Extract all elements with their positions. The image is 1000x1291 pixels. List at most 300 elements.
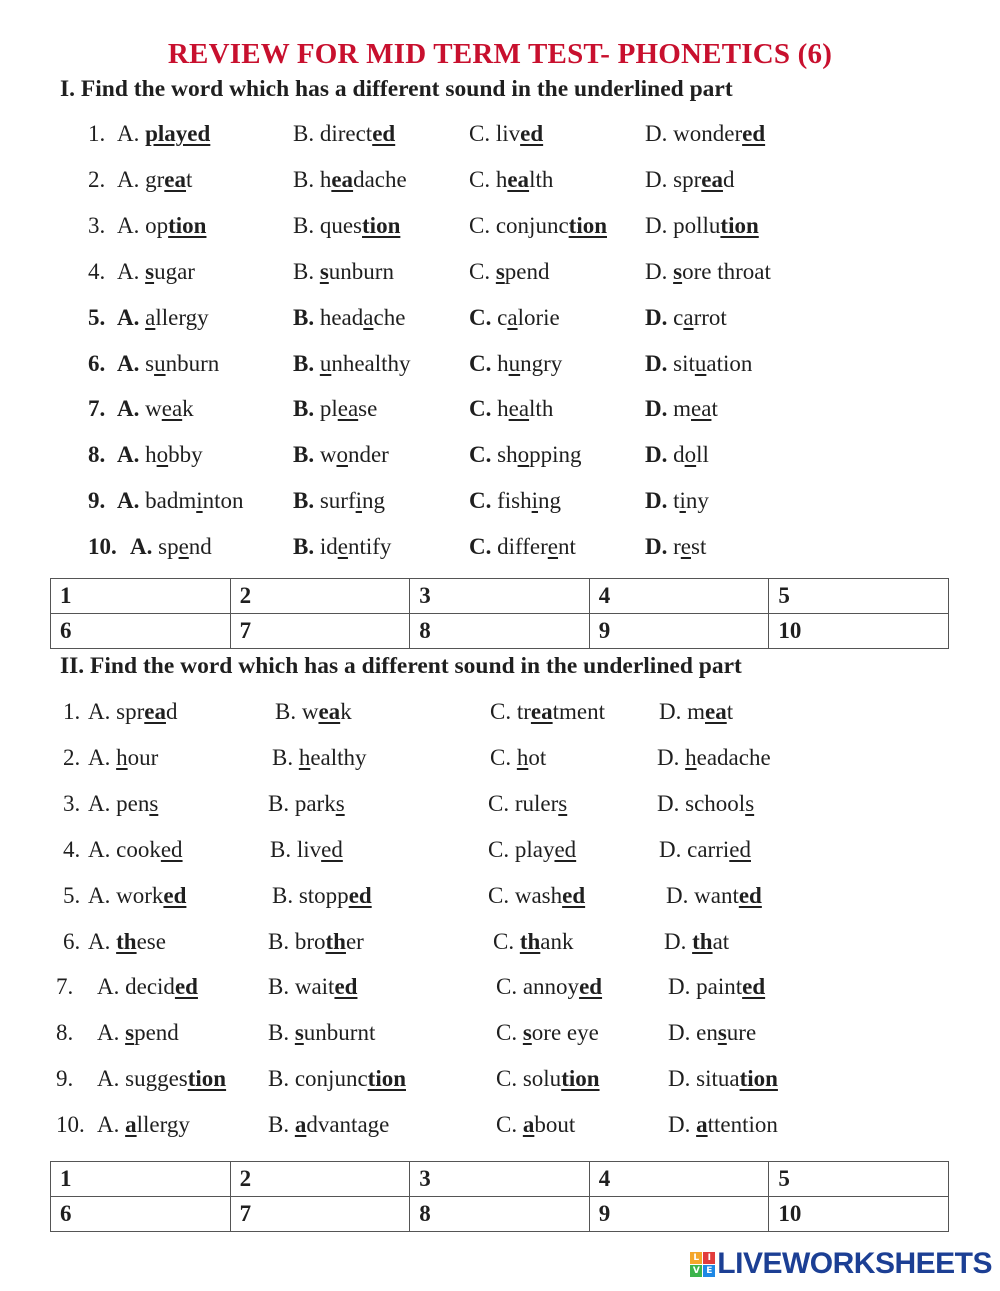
option-letter: B. xyxy=(293,488,315,514)
underlined-part: s xyxy=(558,790,568,816)
underlined-part: o xyxy=(684,442,697,468)
word-suffix: ealthy xyxy=(310,744,367,770)
word-suffix: rrot xyxy=(693,304,727,330)
underlined-part: o xyxy=(156,442,169,468)
word-suffix: ation xyxy=(706,350,753,376)
option-letter: B. xyxy=(272,882,294,908)
word-suffix: eadache xyxy=(696,744,771,770)
underlined-part: o xyxy=(336,442,348,468)
word-suffix: ll xyxy=(696,442,709,468)
word-prefix: tr xyxy=(516,699,531,724)
word-suffix: ttention xyxy=(707,1112,778,1138)
word-prefix: head xyxy=(319,304,364,330)
option-letter: C. xyxy=(488,882,510,908)
underlined-part: i xyxy=(196,488,203,514)
option-letter: D. xyxy=(668,1112,691,1138)
option-letter: D. xyxy=(645,396,668,422)
underlined-part: a xyxy=(683,304,694,330)
word-suffix: k xyxy=(340,699,352,724)
word-prefix: wonder xyxy=(673,121,743,146)
option-letter: C. xyxy=(469,396,492,422)
option-b xyxy=(275,699,352,725)
word-prefix: want xyxy=(694,882,739,908)
option-b xyxy=(272,883,372,909)
underlined-part: tion xyxy=(168,212,207,238)
word-prefix: s xyxy=(145,350,155,376)
answer-cell[interactable]: 5 xyxy=(769,579,949,614)
option-d xyxy=(645,213,759,239)
underlined-part: th xyxy=(116,928,137,954)
underlined-part: s xyxy=(125,1020,135,1046)
answer-cell[interactable]: 10 xyxy=(769,1197,949,1232)
word-suffix: t xyxy=(186,166,193,192)
underlined-part: ea xyxy=(507,166,530,192)
option-c xyxy=(490,745,546,771)
underlined-part: ed xyxy=(163,882,187,908)
section1-answer-grid xyxy=(50,578,949,649)
answer-cell[interactable]: 7 xyxy=(230,1197,410,1232)
option-letter: A. xyxy=(88,882,111,908)
word-suffix: ntify xyxy=(347,534,392,560)
underlined-part: a xyxy=(363,304,374,330)
answer-cell[interactable]: 6 xyxy=(51,614,231,649)
word-suffix: pend xyxy=(504,258,550,284)
section2-heading: II. Find the word which has a different sound in the underlined part xyxy=(60,653,742,679)
word-suffix: at xyxy=(712,928,730,954)
option-letter: B. xyxy=(293,258,315,284)
option-c xyxy=(488,883,585,909)
option-letter: D. xyxy=(645,212,668,238)
word-suffix: unburnt xyxy=(303,1020,376,1046)
answer-grid-row xyxy=(51,1197,949,1232)
option-c xyxy=(488,791,567,817)
option-letter: B. xyxy=(293,212,315,238)
underlined-part: tion xyxy=(561,1066,600,1092)
underlined-part: tion xyxy=(362,212,401,238)
page-title: REVIEW FOR MID TERM TEST- PHONETICS (6) xyxy=(167,38,833,70)
option-letter: C. xyxy=(496,1066,518,1092)
word-suffix: ure xyxy=(726,1020,757,1046)
option-letter: B. xyxy=(293,121,315,146)
option-letter: C. xyxy=(488,790,510,816)
option-letter: B. xyxy=(293,396,315,422)
answer-cell[interactable]: 10 xyxy=(769,614,949,649)
word-prefix: pollu xyxy=(673,212,721,238)
word-prefix: gr xyxy=(145,166,165,192)
option-a xyxy=(88,791,158,817)
option-d xyxy=(645,167,734,193)
option-a xyxy=(97,1112,190,1138)
option-b xyxy=(268,791,345,817)
underlined-part: a xyxy=(125,1112,137,1138)
word-suffix: ugar xyxy=(154,258,195,284)
option-b xyxy=(272,745,367,771)
option-d xyxy=(668,1112,778,1138)
word-suffix: d xyxy=(165,699,178,724)
answer-cell[interactable]: 9 xyxy=(589,614,769,649)
underlined-part: ed xyxy=(334,974,358,1000)
question-number: 4. xyxy=(88,258,106,284)
underlined-part: u xyxy=(154,350,166,376)
underlined-part: s xyxy=(745,790,755,816)
answer-cell[interactable]: 1 xyxy=(51,579,231,614)
word-prefix: en xyxy=(696,1020,718,1046)
word-prefix: paint xyxy=(696,974,743,1000)
word-prefix: spr xyxy=(116,699,145,724)
option-c xyxy=(469,488,561,514)
word-prefix: annoy xyxy=(522,974,580,1000)
underlined-part: played xyxy=(145,121,211,146)
word-prefix: pl xyxy=(319,396,338,422)
word-suffix: nt xyxy=(558,534,576,560)
option-d xyxy=(645,534,706,560)
answer-cell[interactable]: 4 xyxy=(589,579,769,614)
underlined-part: ed xyxy=(579,974,603,1000)
question-number: 6. xyxy=(88,350,106,376)
answer-cell[interactable]: 2 xyxy=(230,1162,410,1197)
word-prefix: ques xyxy=(319,212,363,238)
word-suffix: ore eye xyxy=(531,1020,599,1046)
underlined-part: th xyxy=(519,928,541,954)
word-prefix: h xyxy=(497,350,509,376)
underlined-part: ea xyxy=(508,396,530,422)
answer-cell[interactable]: 4 xyxy=(589,1162,769,1197)
option-letter: C. xyxy=(469,166,491,192)
option-a xyxy=(88,837,183,863)
option-d xyxy=(645,305,727,331)
word-suffix: llergy xyxy=(155,304,209,330)
underlined-part: a xyxy=(696,1112,708,1138)
option-letter: B. xyxy=(293,534,315,560)
question-row xyxy=(0,974,1000,1004)
option-letter: C. xyxy=(493,928,515,954)
question-row xyxy=(0,534,1000,564)
option-c xyxy=(469,396,553,422)
underlined-part: ed xyxy=(562,882,586,908)
option-letter: D. xyxy=(659,836,682,862)
answer-grid-row xyxy=(51,1162,949,1197)
underlined-part: u xyxy=(508,350,521,376)
underlined-part: ea xyxy=(691,396,712,422)
word-prefix: pen xyxy=(116,790,150,816)
option-letter: D. xyxy=(645,258,668,284)
option-b xyxy=(293,213,400,239)
liveworksheets-mark-icon: L I V E xyxy=(690,1252,715,1277)
option-c xyxy=(496,1112,575,1138)
option-letter: D. xyxy=(657,790,680,816)
underlined-part: ed xyxy=(729,836,751,862)
underlined-part: tion xyxy=(568,212,607,238)
option-a xyxy=(88,745,158,771)
underlined-part: s xyxy=(319,258,329,284)
option-c xyxy=(469,121,543,147)
word-prefix: situa xyxy=(696,1066,740,1092)
word-prefix: school xyxy=(685,790,746,816)
option-d xyxy=(659,837,751,863)
answer-cell[interactable]: 5 xyxy=(769,1162,949,1197)
option-b xyxy=(268,1066,406,1092)
word-prefix: d xyxy=(673,442,685,468)
word-prefix: h xyxy=(145,442,157,468)
option-b xyxy=(268,974,357,1000)
word-suffix: pend xyxy=(134,1020,179,1046)
underlined-part: a xyxy=(507,304,518,330)
underlined-part: ed xyxy=(321,836,343,862)
option-c xyxy=(488,837,576,863)
word-suffix: ny xyxy=(685,488,709,514)
option-letter: B. xyxy=(268,1112,290,1138)
question-row xyxy=(0,121,1000,151)
underlined-part: s xyxy=(294,1020,304,1046)
option-a xyxy=(117,305,209,331)
option-letter: A. xyxy=(97,1066,120,1092)
question-row xyxy=(0,1020,1000,1050)
underlined-part: ed xyxy=(174,974,198,1000)
word-prefix: surf xyxy=(319,488,356,514)
option-a xyxy=(117,396,194,422)
option-letter: C. xyxy=(469,442,492,468)
option-letter: B. xyxy=(268,1020,290,1046)
option-c xyxy=(469,167,553,193)
answer-cell[interactable]: 3 xyxy=(410,1162,590,1197)
word-suffix: unburn xyxy=(328,258,394,284)
question-number: 4. xyxy=(63,836,81,862)
word-suffix: nd xyxy=(188,534,212,560)
option-letter: C. xyxy=(469,304,492,330)
question-row xyxy=(0,305,1000,335)
option-d xyxy=(668,974,765,1000)
underlined-part: ed xyxy=(372,121,396,146)
option-a xyxy=(88,929,166,955)
option-letter: A. xyxy=(117,212,140,238)
word-prefix: h xyxy=(495,166,508,192)
underlined-part: ea xyxy=(144,699,166,724)
word-prefix: solu xyxy=(522,1066,562,1092)
option-d xyxy=(645,351,752,377)
question-row xyxy=(0,259,1000,289)
option-letter: D. xyxy=(645,121,668,146)
section1-heading: I. Find the word which has a different sound in the underlined part xyxy=(60,76,733,102)
word-prefix: w xyxy=(145,396,162,422)
underlined-part: s xyxy=(717,1020,727,1046)
word-prefix: sh xyxy=(497,442,518,468)
option-letter: A. xyxy=(117,442,140,468)
question-row xyxy=(0,1112,1000,1142)
option-letter: C. xyxy=(490,699,512,724)
underlined-part: e xyxy=(680,534,692,560)
option-letter: D. xyxy=(645,166,668,192)
word-prefix: spr xyxy=(673,166,702,192)
word-prefix: op xyxy=(145,212,169,238)
option-a xyxy=(97,1066,226,1092)
answer-cell[interactable]: 7 xyxy=(230,614,410,649)
underlined-part: e xyxy=(178,534,189,560)
option-c xyxy=(469,534,576,560)
word-suffix: ng xyxy=(538,488,562,514)
word-prefix: carri xyxy=(687,836,730,862)
word-prefix: id xyxy=(319,534,338,560)
option-d xyxy=(645,488,709,514)
word-prefix: r xyxy=(673,534,681,560)
word-suffix: che xyxy=(373,304,406,330)
word-prefix: sit xyxy=(673,350,695,376)
logo-text: LIVEWORKSHEETS xyxy=(717,1247,992,1280)
word-suffix: d xyxy=(722,166,735,192)
option-letter: D. xyxy=(645,534,668,560)
option-letter: D. xyxy=(666,882,689,908)
option-b xyxy=(293,488,385,514)
underlined-part: ea xyxy=(331,166,354,192)
section2-answer-grid xyxy=(50,1161,949,1232)
word-suffix: ore throat xyxy=(682,258,771,284)
option-a xyxy=(117,121,210,147)
underlined-part: tion xyxy=(720,212,759,238)
option-a xyxy=(117,488,244,514)
option-letter: C. xyxy=(496,974,518,1000)
option-c xyxy=(496,974,602,1000)
option-letter: D. xyxy=(664,928,687,954)
option-letter: A. xyxy=(88,836,111,862)
word-prefix: m xyxy=(687,699,706,724)
option-b xyxy=(293,167,407,193)
word-suffix: se xyxy=(358,396,378,422)
option-a xyxy=(97,1020,179,1046)
underlined-part: tion xyxy=(187,1066,227,1092)
option-d xyxy=(657,745,771,771)
option-b xyxy=(268,1020,375,1046)
question-row xyxy=(0,351,1000,381)
option-letter: A. xyxy=(88,744,111,770)
word-prefix: differ xyxy=(497,534,548,560)
word-prefix: work xyxy=(116,882,164,908)
question-number: 3. xyxy=(88,212,106,238)
option-letter: B. xyxy=(272,744,294,770)
word-prefix: stopp xyxy=(298,882,349,908)
word-suffix: ot xyxy=(528,744,547,770)
word-suffix: lth xyxy=(529,166,554,192)
option-letter: D. xyxy=(657,744,680,770)
underlined-part: ea xyxy=(530,699,553,724)
option-c xyxy=(496,1020,599,1046)
option-letter: D. xyxy=(645,488,668,514)
option-letter: D. xyxy=(645,304,668,330)
answer-cell[interactable]: 8 xyxy=(410,614,590,649)
word-suffix: bby xyxy=(168,442,203,468)
word-prefix: c xyxy=(673,304,684,330)
question-number: 2. xyxy=(88,166,106,192)
option-letter: C. xyxy=(469,350,492,376)
underlined-part: s xyxy=(495,258,505,284)
option-letter: B. xyxy=(293,350,315,376)
question-row xyxy=(0,488,1000,518)
word-suffix: ng xyxy=(362,488,386,514)
option-letter: A. xyxy=(130,534,153,560)
answer-cell[interactable]: 1 xyxy=(51,1162,231,1197)
option-d xyxy=(645,259,771,285)
underlined-part: i xyxy=(531,488,539,514)
option-c xyxy=(469,259,550,285)
option-b xyxy=(293,351,411,377)
option-d xyxy=(668,1020,756,1046)
question-row xyxy=(0,883,1000,913)
option-letter: D. xyxy=(668,974,691,1000)
question-row xyxy=(0,442,1000,472)
option-a xyxy=(117,351,219,377)
underlined-part: tion xyxy=(367,1066,406,1092)
word-suffix: st xyxy=(691,534,707,560)
option-letter: A. xyxy=(97,974,120,1000)
underlined-part: s xyxy=(145,258,155,284)
word-prefix: t xyxy=(673,488,680,514)
underlined-part: e xyxy=(547,534,559,560)
question-row xyxy=(0,837,1000,867)
option-letter: C. xyxy=(469,121,491,146)
option-letter: B. xyxy=(268,974,290,1000)
option-letter: A. xyxy=(88,790,111,816)
option-letter: B. xyxy=(268,1066,290,1092)
underlined-part: u xyxy=(319,350,332,376)
question-number: 10. xyxy=(88,534,117,560)
word-prefix: sp xyxy=(158,534,179,560)
answer-cell[interactable]: 8 xyxy=(410,1197,590,1232)
word-suffix: k xyxy=(182,396,194,422)
word-suffix: our xyxy=(127,744,159,770)
option-letter: C. xyxy=(469,212,491,238)
answer-cell[interactable]: 3 xyxy=(410,579,590,614)
underlined-part: ed xyxy=(348,882,372,908)
word-prefix: conjunc xyxy=(495,212,569,238)
word-prefix: w xyxy=(301,699,319,724)
option-a xyxy=(88,883,186,909)
underlined-part: s xyxy=(335,790,345,816)
option-b xyxy=(268,929,364,955)
option-b xyxy=(293,259,394,285)
word-suffix: nhealthy xyxy=(331,350,411,376)
option-c xyxy=(469,213,607,239)
word-suffix: llergy xyxy=(136,1112,190,1138)
option-c xyxy=(493,929,574,955)
word-prefix: badm xyxy=(145,488,197,514)
option-letter: D. xyxy=(668,1020,691,1046)
word-suffix: ngry xyxy=(520,350,563,376)
option-c xyxy=(496,1066,600,1092)
option-letter: B. xyxy=(268,928,290,954)
question-row xyxy=(0,745,1000,775)
option-b xyxy=(293,305,405,331)
underlined-part: s xyxy=(149,790,159,816)
answer-grid-row xyxy=(51,579,949,614)
question-row xyxy=(0,213,1000,243)
underlined-part: a xyxy=(522,1112,535,1138)
option-letter: A. xyxy=(117,488,140,514)
word-suffix: tment xyxy=(552,699,606,724)
word-prefix: w xyxy=(319,442,337,468)
underlined-part: th xyxy=(692,928,713,954)
word-prefix: direct xyxy=(319,121,373,146)
option-b xyxy=(293,534,391,560)
option-a xyxy=(88,699,177,725)
option-b xyxy=(270,837,343,863)
option-letter: C. xyxy=(490,744,512,770)
question-number: 5. xyxy=(88,304,106,330)
word-prefix: bro xyxy=(294,928,326,954)
answer-cell[interactable]: 6 xyxy=(51,1197,231,1232)
answer-cell[interactable]: 2 xyxy=(230,579,410,614)
option-letter: C. xyxy=(469,258,491,284)
answer-cell[interactable]: 9 xyxy=(589,1197,769,1232)
word-prefix: sugges xyxy=(125,1066,188,1092)
word-suffix: t xyxy=(711,396,718,422)
